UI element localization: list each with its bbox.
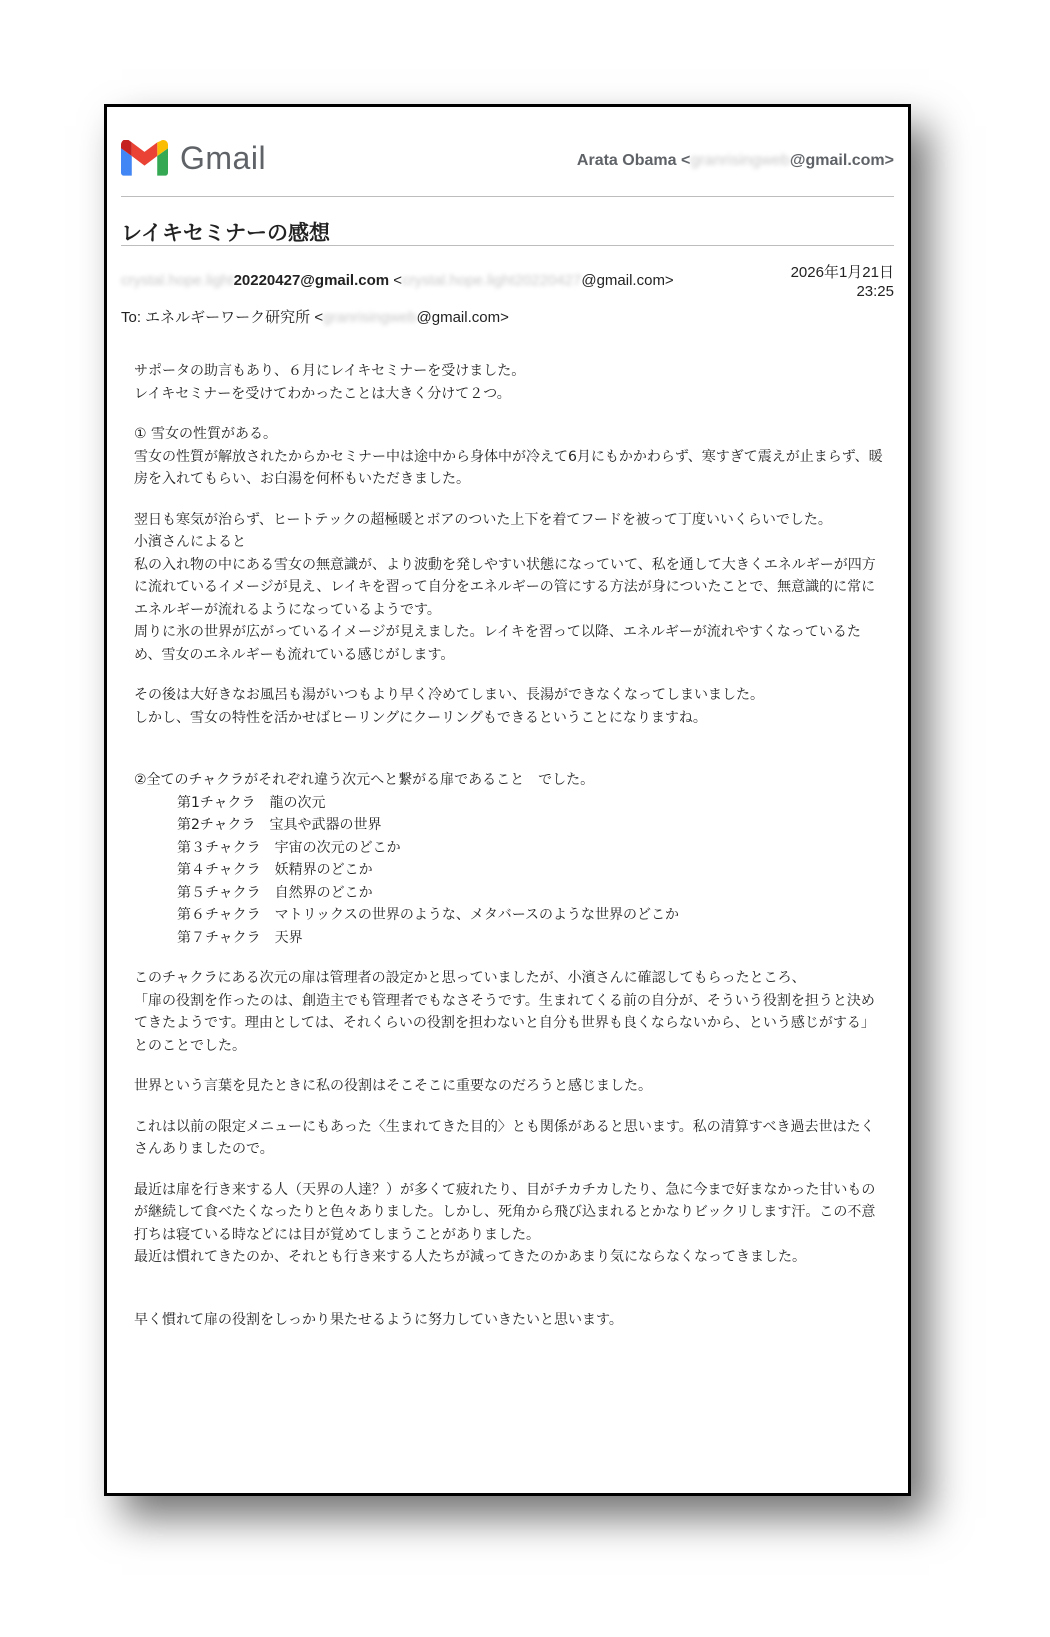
chakra-item: 第３チャクラ 宇宙の次元のどこか — [177, 839, 401, 856]
body-paragraph-3: 翌日も寒気が治らず、ヒートテックの超極暖とボアのついた上下を着てフードを被って丁度いいくらいでした。 小濱さんによると 私の入れ物の中にある雪女の無意識が、より波動を発しやすい状態になっていて、私を通して大きくエネルギーが四方に流れているイメージが見え、レイキを習って自分をエネルギーの管にする方法が身についたことで、無意識的に常にエネルギーが流れるようになっているようです。 周りに氷の世界が広がっているイメージが見えました。レイキを習って以降、エネルギーが流れやすくなっているため、雪女のエネルギーも流れている感じがします。 — [134, 511, 876, 663]
gmail-logo — [121, 134, 266, 182]
chakra-item: 第2チャクラ 宝具や武器の世界 — [177, 817, 382, 833]
body-paragraph-5: ②全てのチャクラがそれぞれ違う次元へと繋がる扉であること でした。 — [134, 772, 595, 788]
sender-name-redacted: crystal.hope.light — [121, 272, 234, 289]
body-paragraph-9: 最近は扉を行き来する人（天界の人達？）が多くて疲れたり、目がチカチカしたり、急に今まで好まなかった甘いものが継続して食べたくなったりと色々ありました。しかし、死角から飛び込まれるとかなりビックリします汗。この不意打ちは寝ている時などには目が覚めてしまうことがありました。 最近は慣れてきたのか、それとも行き来する人たちが減ってきたのかあまり気にならなくなってきました。 — [134, 1181, 876, 1265]
header-divider — [121, 196, 894, 197]
date-time: 23:25 — [856, 283, 894, 300]
sender-addr-open: < — [389, 272, 403, 289]
body-paragraph-2: ① 雪女の性質がある。 雪女の性質が解放されたからかセミナー中は途中から身体中が冷えて6月にもかかわらず、寒すぎて震えが止まらず、暖房を入れてもらい、お白湯を何杯もいただきました。 — [134, 426, 883, 487]
body-paragraph-1: サポータの助言もあり、６月にレイキセミナーを受けました。 レイキセミナーを受けてわかったことは大きく分けて２つ。 — [134, 363, 526, 402]
chakra-item: 第４チャクラ 妖精界のどこか — [177, 862, 373, 878]
email-print-page — [104, 104, 911, 1496]
sender-address-domain: @gmail.com> — [581, 272, 674, 289]
chakra-item: 第６チャクラ マトリックスの世界のような、メタバースのような世界のどこか — [177, 907, 680, 923]
account-email-redacted: granrisingweb — [690, 152, 790, 169]
account-name: Arata Obama < — [576, 152, 691, 169]
date-day: 2026年1月21日 — [790, 264, 894, 281]
sender-address-redacted: crystal.hope.light20220427 — [402, 272, 582, 289]
print-header — [121, 134, 894, 184]
chakra-list — [134, 792, 884, 950]
chakra-item: 第７チャクラ 天界 — [177, 929, 303, 946]
account-identity — [577, 152, 894, 170]
body-paragraph-8: これは以前の限定メニューにもあった〈生まれてきた目的〉とも関係があると思います。私の清算すべき過去世はたくさんありましたので。 — [134, 1118, 875, 1157]
sender-line — [121, 272, 674, 289]
message-date — [791, 263, 894, 301]
recipient-line — [121, 306, 509, 327]
body-paragraph-10: 早く慣れて扉の役割をしっかり果たせるように努力していきたいと思います。 — [134, 1311, 623, 1328]
gmail-wordmark: Gmail — [180, 139, 267, 176]
body-paragraph-6: このチャクラにある次元の扉は管理者の設定かと思っていましたが、小濱さんに確認してもらったところ、 「扉の役割を作ったのは、創造主でも管理者でもなさそうです。生まれてくる前の自分が、そういう役割を担うと決めてきたようです。理由としては、それくらいの役割を担わないと自分も世界も良くならないから、という感じがする」とのことでした。 — [134, 970, 875, 1054]
chakra-item: 第1チャクラ 龍の次元 — [177, 794, 326, 811]
body-paragraph-7: 世界という言葉を見たときに私の役割はそこそこに重要なのだろうと感じました。 — [134, 1078, 652, 1094]
gmail-m-icon — [121, 140, 168, 176]
email-subject: レイキセミナーの感想 — [121, 221, 330, 245]
recipient-prefix: To: エネルギーワーク研究所 < — [121, 309, 324, 326]
email-body — [134, 360, 884, 1331]
subject-divider — [121, 245, 894, 246]
recipient-address-redacted: granrisingweb — [323, 309, 417, 326]
body-paragraph-4: その後は大好きなお風呂も湯がいつもより早く冷めてしまい、長湯ができなくなってしまいました。 しかし、雪女の特性を活かせばヒーリングにクーリングもできるということになりますね。 — [134, 687, 764, 726]
account-email-domain: @gmail.com> — [789, 152, 894, 169]
sender-name: 20220427@gmail.com — [233, 272, 390, 289]
chakra-item: 第５チャクラ 自然界のどこか — [177, 884, 373, 901]
recipient-address-domain: @gmail.com> — [416, 309, 509, 326]
